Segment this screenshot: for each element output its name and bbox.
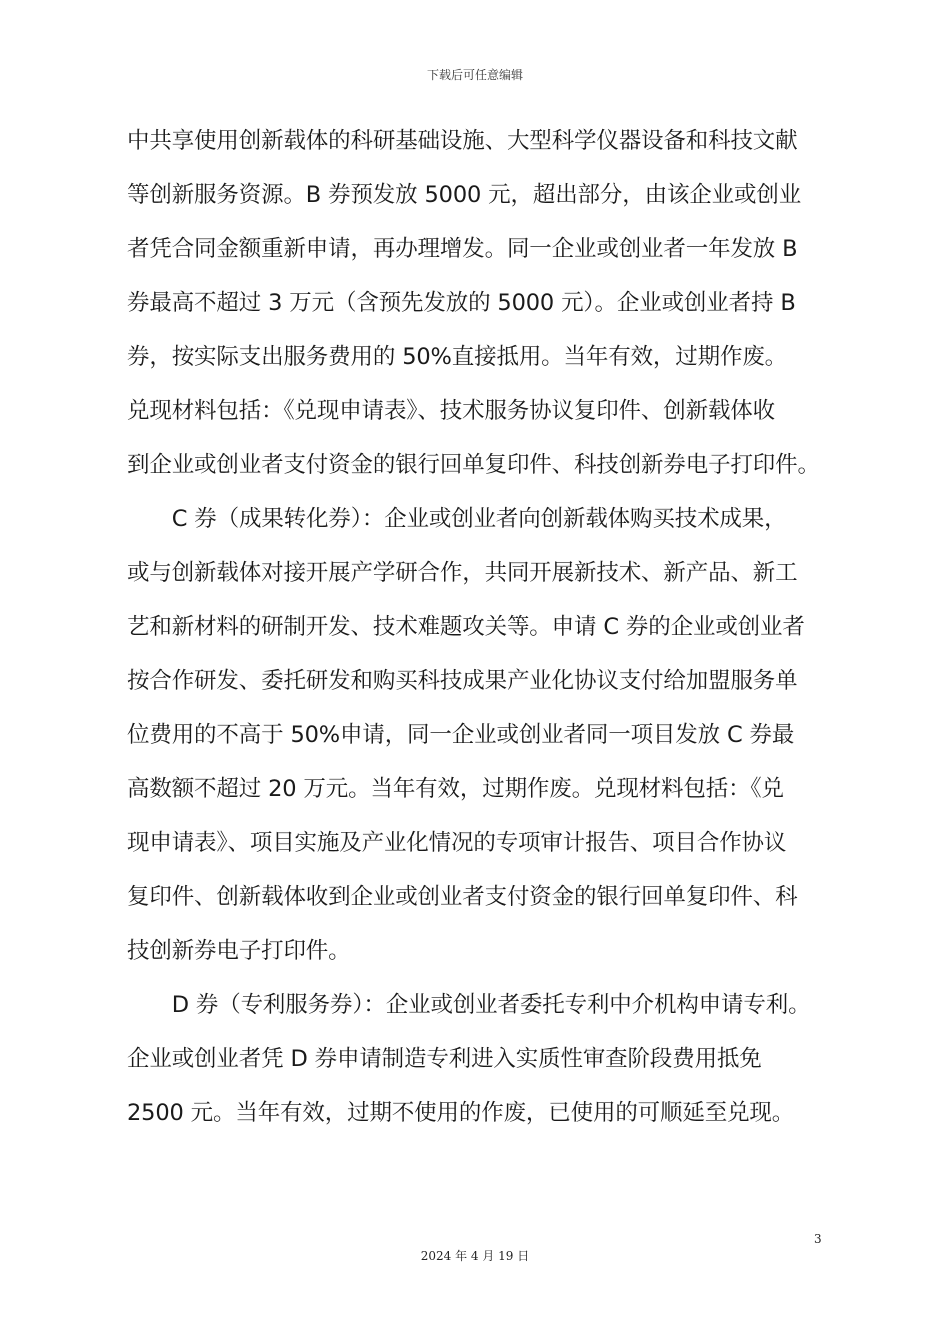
text-line: 艺和新材料的研制开发、技术难题攻关等。申请 C 券的企业或创业者 (127, 614, 805, 640)
text-line: 按合作研发、委托研发和购买科技成果产业化协议支付给加盟服务单 (127, 668, 798, 694)
text-line: 到企业或创业者支付资金的银行回单复印件、科技创新券电子打印件。 (127, 452, 820, 478)
paragraph-d-voucher (127, 978, 827, 1140)
text-line: 券最高不超过 3 万元（含预先发放的 5000 元）。企业或创业者持 B (127, 290, 796, 316)
text-line: D 券（专利服务券）：企业或创业者委托专利中介机构申请专利。 (127, 992, 811, 1018)
page-header: 下载后可任意编辑 (426, 68, 523, 82)
document-body (127, 114, 827, 1140)
text-line: 券，按实际支出服务费用的 50%直接抵用。当年有效，过期作废。 (127, 344, 788, 370)
page-number: 3 (814, 1232, 822, 1246)
text-line: 技创新券电子打印件。 (127, 938, 351, 964)
text-line: 中共享使用创新载体的科研基础设施、大型科学仪器设备和科技文献 (127, 128, 798, 154)
text-line: 等创新服务资源。B 券预发放 5000 元，超出部分，由该企业或创业 (127, 182, 802, 208)
text-line: 高数额不超过 20 万元。当年有效，过期作废。兑现材料包括：《兑 (127, 776, 784, 802)
paragraph-c-voucher (127, 492, 827, 978)
text-line: 复印件、创新载体收到企业或创业者支付资金的银行回单复印件、科 (127, 884, 798, 910)
text-line: 位费用的不高于 50%申请，同一企业或创业者同一项目发放 C 券最 (127, 722, 795, 748)
text-line: 者凭合同金额重新申请，再办理增发。同一企业或创业者一年发放 B (127, 236, 798, 262)
paragraph-b-voucher (127, 114, 827, 492)
text-line: 兑现材料包括：《兑现申请表》、技术服务协议复印件、创新载体收 (127, 398, 776, 424)
text-line: C 券（成果转化券）：企业或创业者向创新载体购买技术成果， (127, 506, 787, 532)
text-line: 或与创新载体对接开展产学研合作，共同开展新技术、新产品、新工 (127, 560, 798, 586)
text-line: 企业或创业者凭 D 券申请制造专利进入实质性审查阶段费用抵免 (127, 1046, 762, 1072)
text-line: 2500 元。当年有效，过期不使用的作废，已使用的可顺延至兑现。 (127, 1100, 795, 1126)
text-line: 现申请表》、项目实施及产业化情况的专项审计报告、项目合作协议 (127, 830, 787, 856)
footer-date: 2024 年 4 月 19 日 (420, 1249, 530, 1263)
